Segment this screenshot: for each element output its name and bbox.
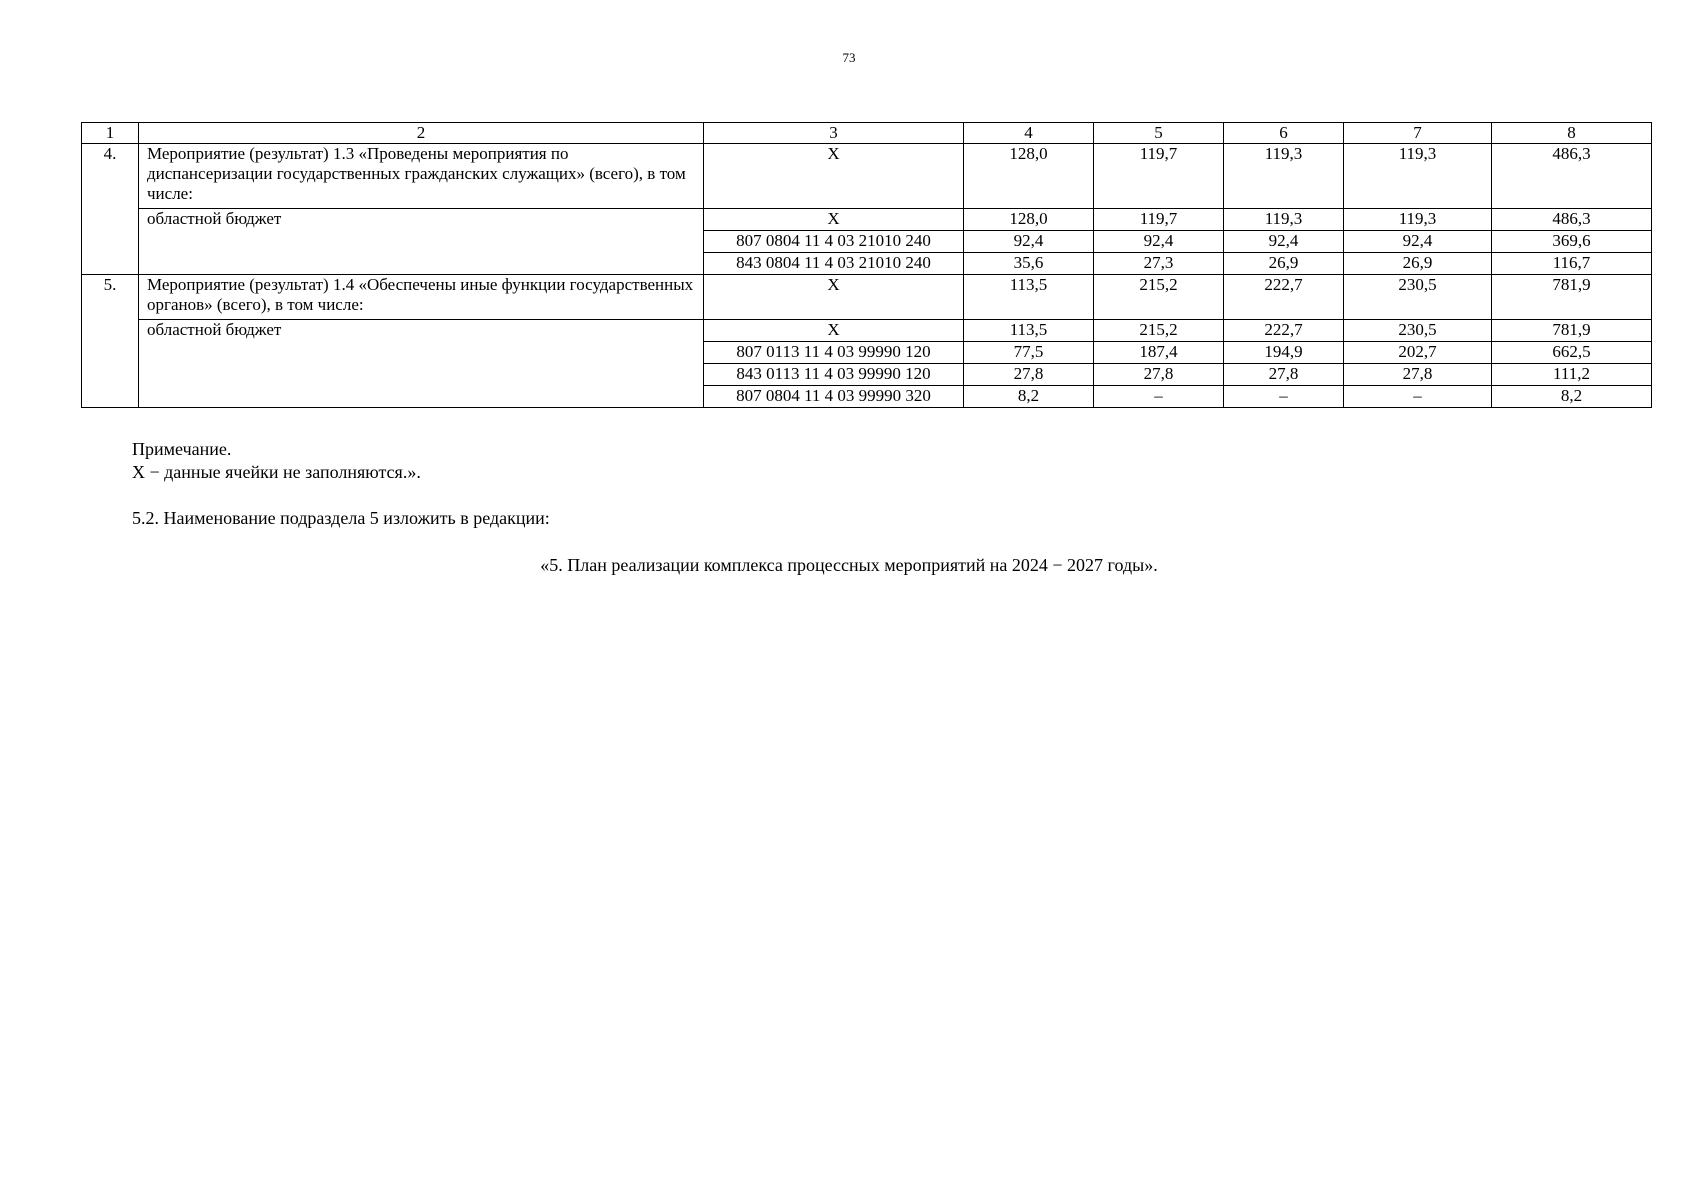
value-cell: 230,5 [1344,320,1492,342]
budget-code: X [704,320,964,342]
header-cell-4: 4 [964,123,1094,144]
value-cell: 222,7 [1224,320,1344,342]
value-cell: 35,6 [964,253,1094,275]
total-cell: 111,2 [1492,364,1652,386]
value-cell: 92,4 [964,231,1094,253]
total-cell: 369,6 [1492,231,1652,253]
budget-code: X [704,144,964,209]
value-cell: 92,4 [1224,231,1344,253]
value-cell: 77,5 [964,342,1094,364]
value-cell: 8,2 [964,386,1094,408]
value-cell: 119,7 [1094,209,1224,231]
note-block [132,438,421,484]
budget-code: X [704,275,964,320]
budget-code: 843 0804 11 4 03 21010 240 [704,253,964,275]
table-row [82,320,1652,342]
budget-code: 807 0804 11 4 03 21010 240 [704,231,964,253]
budget-table [81,122,1652,408]
table-row [82,209,1652,231]
budget-code: 807 0113 11 4 03 99990 120 [704,342,964,364]
value-cell: 202,7 [1344,342,1492,364]
page-number: 73 [842,50,856,65]
value-cell: 113,5 [964,275,1094,320]
table-row [82,144,1652,209]
total-cell: 486,3 [1492,144,1652,209]
value-cell: 26,9 [1344,253,1492,275]
header-cell-6: 6 [1224,123,1344,144]
value-cell: 187,4 [1094,342,1224,364]
total-cell: 781,9 [1492,320,1652,342]
row-number: 4. [82,144,139,275]
value-cell: 215,2 [1094,275,1224,320]
header-cell-5: 5 [1094,123,1224,144]
sub-title: областной бюджет [139,320,704,408]
header-cell-3: 3 [704,123,964,144]
value-cell: 119,3 [1224,144,1344,209]
budget-code: X [704,209,964,231]
value-cell: 27,8 [1224,364,1344,386]
value-cell: – [1344,386,1492,408]
value-cell: – [1224,386,1344,408]
section-heading: «5. План реализации комплекса процессных мероприятий на 2024 − 2027 годы». [540,555,1158,575]
total-cell: 8,2 [1492,386,1652,408]
table-header-row [82,123,1652,144]
activity-title: Мероприятие (результат) 1.4 «Обеспечены иные функции государственных органов» (всего), в том числе: [139,275,704,320]
budget-code: 807 0804 11 4 03 99990 320 [704,386,964,408]
header-cell-1: 1 [82,123,139,144]
total-cell: 116,7 [1492,253,1652,275]
value-cell: 27,8 [1344,364,1492,386]
total-cell: 781,9 [1492,275,1652,320]
value-cell: 230,5 [1344,275,1492,320]
value-cell: 119,7 [1094,144,1224,209]
header-cell-2: 2 [139,123,704,144]
value-cell: 194,9 [1224,342,1344,364]
value-cell: 128,0 [964,144,1094,209]
value-cell: 215,2 [1094,320,1224,342]
note-text: Х − данные ячейки не заполняются.». [132,462,421,482]
note-label: Примечание. [132,439,232,459]
value-cell: 119,3 [1224,209,1344,231]
value-cell: 119,3 [1344,209,1492,231]
budget-code: 843 0113 11 4 03 99990 120 [704,364,964,386]
value-cell: 119,3 [1344,144,1492,209]
amendment-paragraph: 5.2. Наименование подраздела 5 изложить в редакции: [132,508,550,528]
value-cell: 92,4 [1344,231,1492,253]
total-cell: 486,3 [1492,209,1652,231]
value-cell: 222,7 [1224,275,1344,320]
header-cell-8: 8 [1492,123,1652,144]
table-row [82,275,1652,320]
row-number: 5. [82,275,139,408]
value-cell: 27,8 [1094,364,1224,386]
total-cell: 662,5 [1492,342,1652,364]
header-cell-7: 7 [1344,123,1492,144]
sub-title: областной бюджет [139,209,704,275]
value-cell: 26,9 [1224,253,1344,275]
value-cell: 128,0 [964,209,1094,231]
activity-title: Мероприятие (результат) 1.3 «Проведены мероприятия по диспансеризации государственных гражданских служащих» (всего), в том числе: [139,144,704,209]
value-cell: 92,4 [1094,231,1224,253]
value-cell: 27,3 [1094,253,1224,275]
value-cell: – [1094,386,1224,408]
value-cell: 27,8 [964,364,1094,386]
value-cell: 113,5 [964,320,1094,342]
